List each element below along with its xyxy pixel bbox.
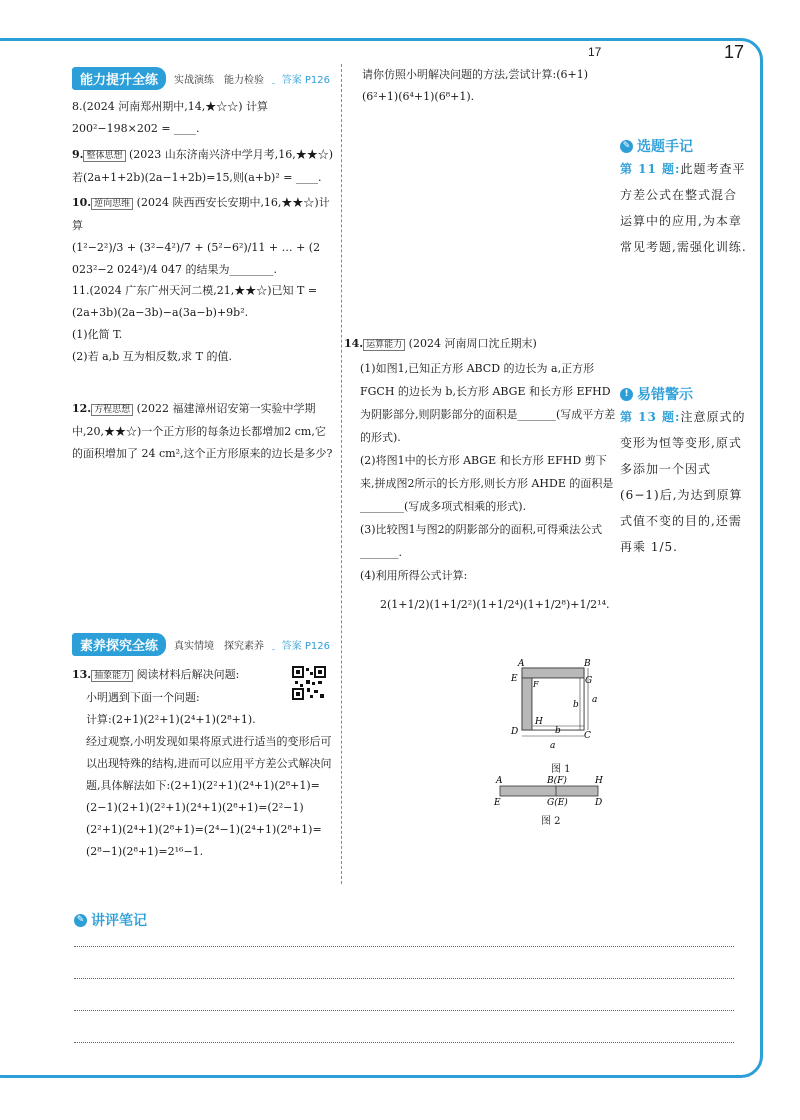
question-14-part1: (1)如图1,已知正方形 ABCD 的边长为 a,正方形 FGCH 的边长为 b,长方形 ABGE 和长方形 EFHD 为阴影部分,则阴影部分的面积是_______(写成平方差的形式). <box>360 362 616 444</box>
fig2-label-BF: B(F) <box>547 776 567 786</box>
section-header-literacy <box>72 634 330 654</box>
warning-icon: ! <box>620 388 633 401</box>
sidebar-title-selection: ✎ 选题手记 <box>620 136 693 156</box>
question-13-solution: 经过观察,小明发现如果将原式进行适当的变形后可以出现特殊的结构,进而可以应用平方差公式解决问题,具体解法如下:(2+1)(2²+1)(2⁴+1)(2⁸+1)=(2−1)(2+1)(2²+1)(2⁴+1)(2⁸+1)=(2²−1)(2²+1)(2⁴+1)(2⁸+1)=(2⁴−1)(2⁴+1)(2⁸+1)=(2⁸−1)(2⁸+1)=2¹⁶−1. <box>86 735 332 858</box>
fig1-label-A: A <box>518 659 525 669</box>
method-label: 抽象能力 <box>91 670 133 682</box>
question-14-part3: (3)比较图1与图2的阴影部分的面积,可得乘法公式_______. <box>360 523 603 559</box>
note-line[interactable] <box>74 1010 734 1011</box>
fig1-label-B: B <box>584 659 591 669</box>
fig2-label-A: A <box>496 776 503 786</box>
fig2-label-D: D <box>595 798 603 808</box>
note-line[interactable] <box>74 946 734 947</box>
question-11-part1: (1)化简 T. <box>72 328 123 341</box>
question-14-part2: (2)将图1中的长方形 ABGE 和长方形 EFHD 剪下来,拼成图2所示的长方形,则长方形 AHDE 的面积是________(写成多项式相乘的形式). <box>360 454 614 513</box>
section-subtitle: 真实情境 探究素养 <box>174 640 265 652</box>
question-14-expression: 2(1+1/2)(1+1/2²)(1+1/2⁴)(1+1/2⁸)+1/2¹⁴. <box>380 598 610 611</box>
fig1-label-D: D <box>511 727 519 737</box>
question-13: 13. 抽象能力 阅读材料后解决问题: 小明遇到下面一个问题: 计算:(2+1)(2²+1)(2⁴+1)(2⁸+1). 经过观察,小明发现如果将原式进行适当的变形后可以出现特殊的结构,进而可以应用平方差公式解决问题,具体解法如下:(2+1)(2²+1)(2⁴+1)(2⁸+1)=(2−1)(2+1)(2²+1)(2⁴+1)(2⁸+1)=(2²−1)(2²+1)(2⁴+1)(2⁸+1)=(2⁴−1)(2⁴+1)(2⁸+1)=(2⁸−1)(2⁸+1)=2¹⁶−1. <box>72 664 334 863</box>
fig2-label-E: E <box>494 798 501 808</box>
method-label: 整体思想 <box>83 150 125 162</box>
fig1-bottom-b: b <box>555 726 561 736</box>
fig1-bottom-a: a <box>550 741 556 751</box>
answer-ref: 答案 P126 <box>281 74 330 86</box>
method-label: 方程思想 <box>91 404 133 416</box>
page-number: 17 <box>724 42 745 62</box>
section-header-ability <box>72 68 330 88</box>
note-line[interactable] <box>74 1042 734 1043</box>
question-12: 12. 方程思想 (2022 福建漳州诏安第一实验中学期中,20,★★☆)一个正方形的每条边长都增加2 cm,它的面积增加了 24 cm²,这个正方形原来的边长是多少? <box>72 402 333 460</box>
question-14: 14. 运算能力 (2024 河南周口沈丘期末) (1)如图1,已知正方形 ABCD 的边长为 a,正方形 FGCH 的边长为 b,长方形 ABGE 和长方形 EFHD 为阴影部分,则阴影部分的面积是_______(写成平方差的形式). (2)将图1中的长方形 ABGE 和长方形 EFHD 剪下来,拼成图2所示的长方形,则长方形 AHDE 的面积是________(写成多项式相乘的形式). (3)比较图1与图2的阴影部分的面积,可得乘法公式_______. (4)利用所得公式计算: 2(1+1/2)(1+1/2²)(1+1/2⁴)(1+1/2⁸)+1/2¹⁴. <box>344 332 616 616</box>
pen-icon: ✎ <box>74 914 87 927</box>
fig1-label-G: G <box>585 676 593 686</box>
question-13-continued: 请你仿照小明解决问题的方法,尝试计算:(6+1)(6²+1)(6⁴+1)(6⁸+1). <box>362 68 588 103</box>
question-11: 11.(2024 广东广州天河二模,21,★★☆)已知 T = (2a+3b)(2a−3b)−a(3a−b)+9b². (1)化简 T. (2)若 a,b 互为相反数,求 T 的值. <box>72 284 318 363</box>
section-tag: 能力提升全练 <box>72 67 166 90</box>
answer-ref: 答案 P126 <box>281 640 330 652</box>
question-9: 9. 整体思想 (2023 山东济南兴济中学月考,16,★★☆) 若(2a+1+2b)(2a−1+2b)=15,则(a+b)² = ____. <box>72 148 334 184</box>
fig2-label-GE: G(E) <box>547 798 568 808</box>
fig1-label-H: H <box>535 717 543 727</box>
question-8: 8.(2024 河南郑州期中,14,★☆☆) 计算 200²−198×202 = ____. <box>72 100 269 135</box>
note-line[interactable] <box>74 978 734 979</box>
sidebar-note-selection: 第 11 题:此题考查平方差公式在整式混合运算中的应用,为本章常见考题,需强化训练. <box>620 162 747 254</box>
question-10-expression: (1²−2²)/3 + (3²−4²)/7 + (5²−6²)/11 + … + (2 023²−2 024²)/4 047 的结果为________. <box>72 241 321 276</box>
section-subtitle: 实战演练 能力检验 <box>174 74 265 86</box>
column-divider <box>341 64 342 884</box>
fig2-label-H: H <box>595 776 603 786</box>
figure-2-rectangle <box>490 770 610 810</box>
figure-2-caption: 图 2 <box>541 816 561 827</box>
method-label: 逆向思维 <box>91 198 133 210</box>
figure-1-squares <box>500 656 612 762</box>
sidebar-note-warning: 第 13 题:注意原式的变形为恒等变形,原式多添加一个因式(6−1)后,为达到原算式值不变的目的,还需再乘 1/5. <box>620 410 746 554</box>
sidebar-title-warning: ! 易错警示 <box>620 384 693 404</box>
question-11-part2: (2)若 a,b 互为相反数,求 T 的值. <box>72 350 232 363</box>
method-label: 运算能力 <box>363 339 405 351</box>
notes-title: ✎ 讲评笔记 <box>74 910 147 930</box>
fig1-label-E: E <box>511 674 518 684</box>
question-9-body: 若(2a+1+2b)(2a−1+2b)=15,则(a+b)² = ____. <box>72 171 322 184</box>
question-10: 10. 逆向思维 (2024 陕西西安长安期中,16,★★☆)计算 (1²−2²)/3 + (3²−4²)/7 + (5²−6²)/11 + … + (2 023²−2 024²)/4 047 的结果为________. <box>72 196 330 276</box>
fig1-side-a: a <box>592 695 598 705</box>
fig1-label-F: F <box>533 680 539 689</box>
question-14-part4: (4)利用所得公式计算: <box>360 569 468 582</box>
note-icon: ✎ <box>620 140 633 153</box>
fig1-side-b: b <box>573 700 579 710</box>
question-13-problem: 计算:(2+1)(2²+1)(2⁴+1)(2⁸+1). <box>86 713 256 726</box>
section-tag: 素养探究全练 <box>72 633 166 656</box>
fig1-label-C: C <box>584 731 591 741</box>
page-number-small: 17 <box>588 45 602 59</box>
figure-1-caption: 图 1 <box>551 764 571 775</box>
